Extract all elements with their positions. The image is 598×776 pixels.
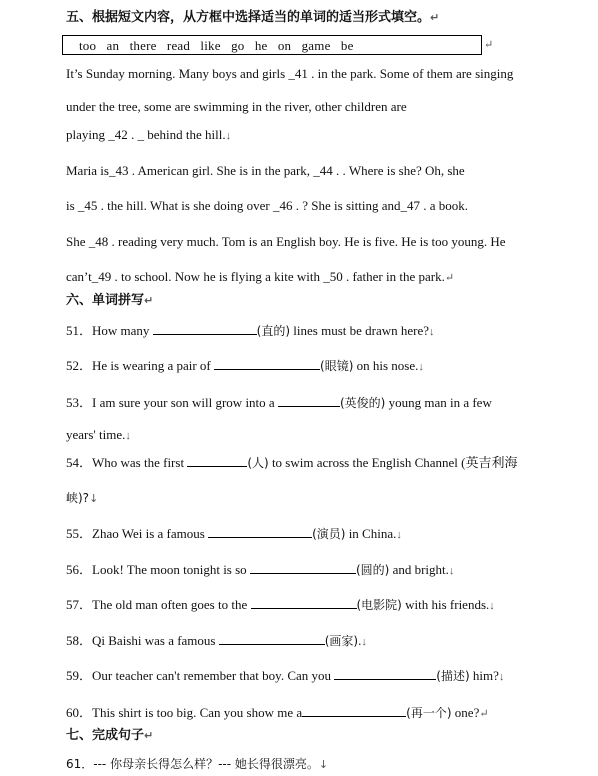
answer-blank-57[interactable]: [251, 596, 357, 609]
question-55: 55．Zhao Wei is a famous (演员) in China.↓: [66, 526, 402, 541]
answer-blank-53[interactable]: [278, 394, 340, 407]
section5-heading: [66, 10, 439, 26]
question-52: 52．He is wearing a pair of (眼镜) on his nose.↓: [66, 358, 424, 373]
question-56: 56．Look! The moon tonight is so (圆的) and bright.↓: [66, 562, 455, 577]
passage-line-4: Maria is_43 . American girl. She is in the park, _44 . . Where is she? Oh, she: [66, 163, 465, 178]
question-53-continued: years' time.↓: [66, 427, 131, 442]
answer-blank-58[interactable]: [219, 632, 325, 645]
question-54: 54．Who was the first (人) to swim across the English Channel (英吉利海: [66, 455, 518, 470]
word-box-words: too an there read like go he on game be: [79, 38, 354, 53]
section5-heading-text: 五、根据短文内容，从方框中选择适当的单词的适当形式填空。: [66, 10, 431, 25]
passage-line-7: can’t_49 . to school. Now he is flying a kite with _50 . father in the park.↵: [66, 269, 455, 284]
word-box: [62, 35, 482, 55]
passage-line-1: It’s Sunday morning. Many boys and girls _41 . in the park. Some of them are singing: [66, 66, 514, 81]
question-57: 57．The old man often goes to the (电影院) with his friends.↓: [66, 597, 495, 612]
question-61: 61．--- 你母亲长得怎么样？--- 她长得很漂亮。↓: [66, 757, 329, 771]
question-58: 58．Qi Baishi was a famous (画家).↓: [66, 633, 367, 648]
question-59: 59．Our teacher can't remember that boy. Can you (描述) him?↓: [66, 668, 505, 683]
answer-blank-54[interactable]: [187, 454, 247, 467]
paragraph-mark: ↵: [430, 11, 440, 24]
passage-line-5: is _45 . the hill. What is she doing over _46 . ? She is sitting and_47 . a book.: [66, 198, 469, 213]
answer-blank-59[interactable]: [334, 667, 436, 680]
section7-heading-text: 七、完成句子: [66, 728, 145, 743]
answer-blank-51[interactable]: [153, 322, 257, 335]
question-60: 60．This shirt is too big. Can you show me a (再一个) one?↵: [66, 705, 489, 720]
passage-line-2: under the tree, some are swimming in the river, other children are: [66, 99, 407, 114]
section6-heading: 六、单词拼写↵: [66, 293, 154, 308]
answer-blank-60[interactable]: [302, 704, 406, 717]
question-51: 51．How many (直的) lines must be drawn here?↓: [66, 323, 435, 338]
answer-blank-55[interactable]: [208, 525, 312, 538]
answer-blank-52[interactable]: [214, 357, 320, 370]
paragraph-mark: ↵: [484, 39, 494, 51]
section6-heading-text: 六、单词拼写: [66, 293, 145, 308]
question-54-continued: 峡)?↓: [66, 491, 99, 505]
passage-line-6: She _48 . reading very much. Tom is an English boy. He is five. He is too young. He: [66, 234, 506, 249]
answer-blank-56[interactable]: [250, 561, 356, 574]
question-53: 53．I am sure your son will grow into a (英俊的) young man in a few: [66, 395, 492, 410]
passage-line-3: playing _42 . _ behind the hill.↓: [66, 127, 232, 142]
section7-heading: 七、完成句子↵: [66, 728, 154, 743]
